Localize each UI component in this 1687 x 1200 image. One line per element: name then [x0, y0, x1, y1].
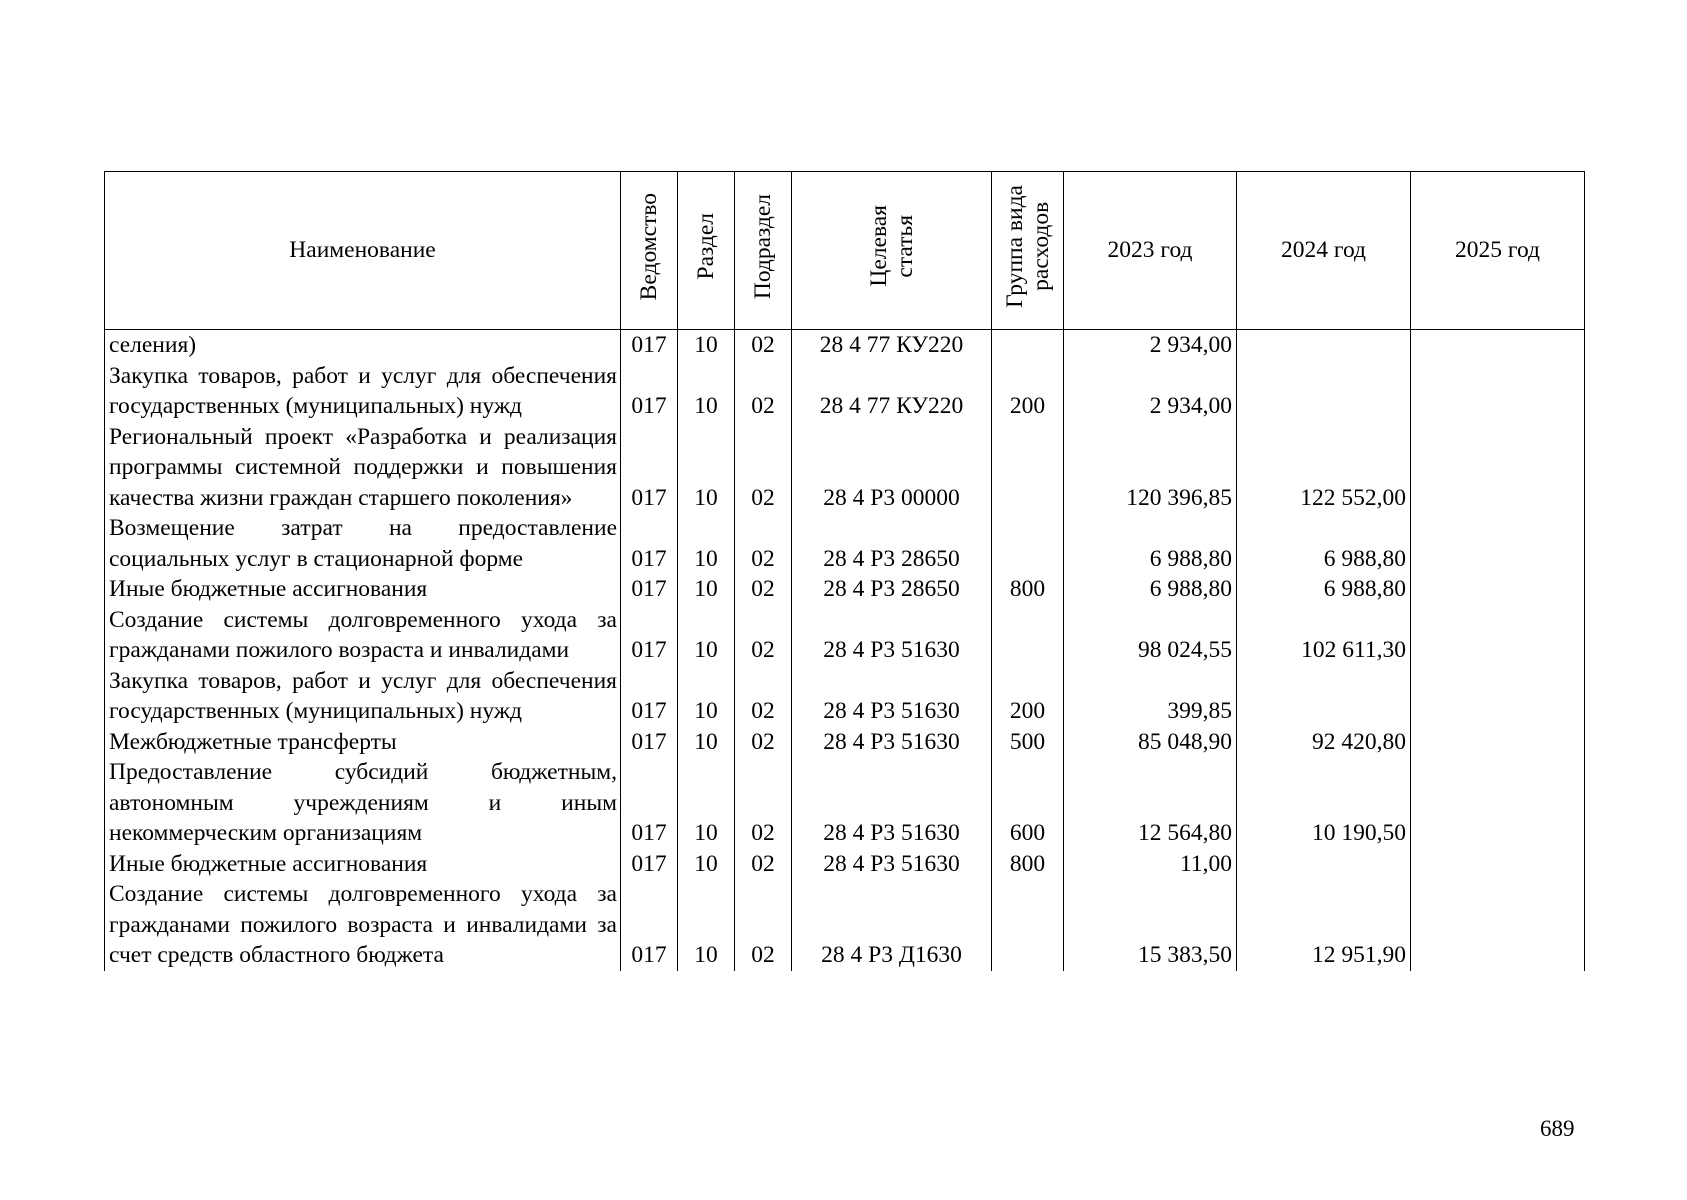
cell-dept: 017 [621, 574, 678, 605]
cell-subsection: 02 [735, 361, 792, 422]
cell-target: 28 4 P3 Д1630 [792, 879, 992, 971]
cell-2024: 102 611,30 [1237, 605, 1411, 666]
cell-section: 10 [678, 849, 735, 880]
table-row [105, 330, 1585, 361]
cell-2023: 6 988,80 [1064, 574, 1237, 605]
cell-subsection: 02 [735, 330, 792, 361]
cell-dept: 017 [621, 879, 678, 971]
table-row [105, 666, 1585, 727]
cell-2025 [1411, 361, 1585, 422]
cell-2025 [1411, 574, 1585, 605]
cell-2025 [1411, 727, 1585, 758]
cell-exp-group [992, 422, 1064, 514]
cell-2024: 10 190,50 [1237, 757, 1411, 849]
cell-dept: 017 [621, 757, 678, 849]
table-header [105, 172, 1585, 330]
cell-section: 10 [678, 757, 735, 849]
cell-2024 [1237, 849, 1411, 880]
table-row [105, 361, 1585, 422]
table-row [105, 849, 1585, 880]
cell-name: Закупка товаров, работ и услуг для обеспечения государственных (муниципальных) нужд [105, 361, 621, 422]
cell-section: 10 [678, 727, 735, 758]
col-section-header: Раздел [678, 172, 735, 330]
cell-target: 28 4 P3 51630 [792, 666, 992, 727]
cell-2023: 120 396,85 [1064, 422, 1237, 514]
budget-table [104, 171, 1585, 971]
table-row [105, 879, 1585, 971]
cell-subsection: 02 [735, 727, 792, 758]
table-row [105, 513, 1585, 574]
cell-name: Предоставление субсидий бюджетным, автономным учреждениям и иным некоммерческим организациям [105, 757, 621, 849]
cell-dept: 017 [621, 361, 678, 422]
cell-subsection: 02 [735, 574, 792, 605]
col-target-header: Целевая статья [792, 172, 992, 330]
cell-subsection: 02 [735, 666, 792, 727]
cell-name: Создание системы долговременного ухода за гражданами пожилого возраста и инвалидами за счет средств областного бюджета [105, 879, 621, 971]
table-row [105, 727, 1585, 758]
col-subsection-header: Подраздел [735, 172, 792, 330]
cell-2025 [1411, 757, 1585, 849]
cell-2025 [1411, 879, 1585, 971]
table-row [105, 422, 1585, 514]
cell-2023: 98 024,55 [1064, 605, 1237, 666]
cell-exp-group [992, 879, 1064, 971]
cell-name: Закупка товаров, работ и услуг для обеспечения государственных (муниципальных) нужд [105, 666, 621, 727]
col-dept-header: Ведомство [621, 172, 678, 330]
cell-dept: 017 [621, 666, 678, 727]
cell-target: 28 4 P3 51630 [792, 757, 992, 849]
cell-target: 28 4 P3 51630 [792, 605, 992, 666]
cell-2025 [1411, 666, 1585, 727]
cell-2024: 122 552,00 [1237, 422, 1411, 514]
cell-2023: 2 934,00 [1064, 361, 1237, 422]
cell-section: 10 [678, 574, 735, 605]
cell-dept: 017 [621, 605, 678, 666]
cell-section: 10 [678, 330, 735, 361]
cell-2023: 85 048,90 [1064, 727, 1237, 758]
cell-2025 [1411, 513, 1585, 574]
cell-section: 10 [678, 666, 735, 727]
cell-target: 28 4 77 КУ220 [792, 330, 992, 361]
budget-sheet [104, 171, 1585, 971]
cell-subsection: 02 [735, 605, 792, 666]
cell-target: 28 4 P3 51630 [792, 849, 992, 880]
cell-2024 [1237, 666, 1411, 727]
cell-subsection: 02 [735, 849, 792, 880]
cell-subsection: 02 [735, 513, 792, 574]
cell-2025 [1411, 849, 1585, 880]
cell-section: 10 [678, 879, 735, 971]
cell-2024 [1237, 361, 1411, 422]
cell-exp-group [992, 605, 1064, 666]
cell-subsection: 02 [735, 757, 792, 849]
cell-2024: 92 420,80 [1237, 727, 1411, 758]
cell-dept: 017 [621, 849, 678, 880]
table-row [105, 605, 1585, 666]
cell-subsection: 02 [735, 879, 792, 971]
cell-target: 28 4 P3 00000 [792, 422, 992, 514]
cell-name: Возмещение затрат на предоставление социальных услуг в стационарной форме [105, 513, 621, 574]
header-row [105, 172, 1585, 330]
col-exp-group-header: Группа вида расходов [992, 172, 1064, 330]
col-2025-header: 2025 год [1411, 172, 1585, 330]
cell-2023: 2 934,00 [1064, 330, 1237, 361]
cell-name: Создание системы долговременного ухода за гражданами пожилого возраста и инвалидами [105, 605, 621, 666]
cell-2024: 12 951,90 [1237, 879, 1411, 971]
cell-2025 [1411, 422, 1585, 514]
cell-dept: 017 [621, 727, 678, 758]
cell-section: 10 [678, 422, 735, 514]
cell-2024 [1237, 330, 1411, 361]
cell-2024: 6 988,80 [1237, 513, 1411, 574]
cell-2025 [1411, 330, 1585, 361]
cell-subsection: 02 [735, 422, 792, 514]
cell-name: Иные бюджетные ассигнования [105, 849, 621, 880]
col-2024-header: 2024 год [1237, 172, 1411, 330]
cell-target: 28 4 P3 28650 [792, 513, 992, 574]
cell-target: 28 4 P3 28650 [792, 574, 992, 605]
cell-section: 10 [678, 605, 735, 666]
cell-2023: 399,85 [1064, 666, 1237, 727]
cell-name: Межбюджетные трансферты [105, 727, 621, 758]
cell-name: Иные бюджетные ассигнования [105, 574, 621, 605]
table-body [105, 330, 1585, 971]
table-row [105, 757, 1585, 849]
cell-exp-group: 200 [992, 361, 1064, 422]
cell-2024: 6 988,80 [1237, 574, 1411, 605]
cell-exp-group: 800 [992, 849, 1064, 880]
cell-exp-group [992, 513, 1064, 574]
cell-exp-group: 600 [992, 757, 1064, 849]
col-name-header: Наименование [105, 172, 621, 330]
cell-name: селения) [105, 330, 621, 361]
cell-exp-group [992, 330, 1064, 361]
cell-section: 10 [678, 513, 735, 574]
cell-2023: 6 988,80 [1064, 513, 1237, 574]
cell-section: 10 [678, 361, 735, 422]
cell-dept: 017 [621, 513, 678, 574]
cell-2023: 11,00 [1064, 849, 1237, 880]
cell-dept: 017 [621, 422, 678, 514]
col-2023-header: 2023 год [1064, 172, 1237, 330]
table-row [105, 574, 1585, 605]
cell-exp-group: 200 [992, 666, 1064, 727]
cell-dept: 017 [621, 330, 678, 361]
cell-exp-group: 800 [992, 574, 1064, 605]
cell-target: 28 4 P3 51630 [792, 727, 992, 758]
cell-name: Региональный проект «Разработка и реализация программы системной поддержки и повышения качества жизни граждан старшего поколения» [105, 422, 621, 514]
cell-target: 28 4 77 КУ220 [792, 361, 992, 422]
cell-2025 [1411, 605, 1585, 666]
cell-exp-group: 500 [992, 727, 1064, 758]
page-number: 689 [1540, 1116, 1575, 1141]
cell-2023: 12 564,80 [1064, 757, 1237, 849]
cell-2023: 15 383,50 [1064, 879, 1237, 971]
